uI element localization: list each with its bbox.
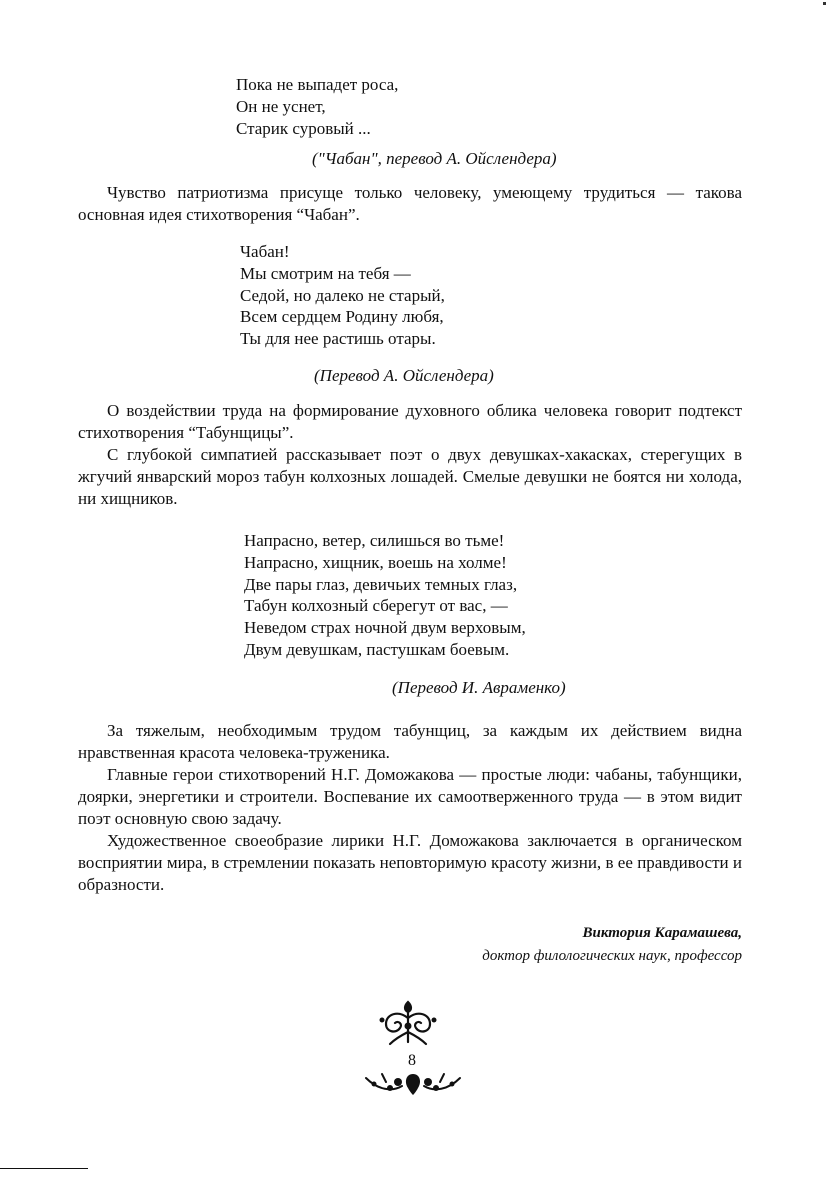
verse-line: Табун колхозный сберегут от вас, —	[244, 596, 508, 616]
paragraph: Художественное своеобразие лирики Н.Г. Доможакова заключается в органическом восприятии мира, в стремлении показать неповторимую красоту жизни, в ее правдивости и образности.	[78, 831, 742, 894]
verse-block-2	[240, 241, 445, 350]
paragraph: За тяжелым, необходимым трудом табунщиц, за каждым их действием видна нравственная красота человека-труженика.	[78, 721, 742, 762]
verse-line: Седой, но далеко не старый,	[240, 285, 445, 305]
verse-line: Ты для нее растишь отары.	[240, 329, 436, 349]
verse-line: Напрасно, ветер, силишься во тьме!	[244, 531, 505, 550]
paragraph: Главные герои стихотворений Н.Г. Доможакова — простые люди: чабаны, табунщики, доярки, энергетики и строители. Воспевание их самоотверженного труда — в этом видит поэт основную свою задачу.	[78, 765, 742, 828]
verse-line: Двум девушкам, пастушкам боевым.	[244, 639, 510, 659]
paragraph-block-3	[78, 720, 742, 896]
verse-block-1	[236, 74, 398, 139]
author-title: доктор филологических наук, профессор	[482, 948, 742, 964]
corner-mark	[823, 2, 826, 5]
paragraph: С глубокой симпатией рассказывает поэт о двух девушках-хакасках, стерегущих в жгучий январский мороз табун колхозных лошадей. Смелые девушки не боятся ни холода, ни хищников.	[78, 445, 742, 508]
verse-line: Чабан!	[240, 242, 290, 261]
author-name: Виктория Карамашева,	[582, 925, 742, 941]
paragraph: О воздействии труда на формирование духовного облика человека говорит подтекст стихотворения “Табунщицы”.	[78, 401, 742, 442]
page-number: 8	[408, 1052, 416, 1069]
verse-block-3	[244, 530, 526, 661]
verse-line: Всем сердцем Родину любя,	[240, 307, 444, 327]
verse-line: Две пары глаз, девичьих темных глаз,	[244, 574, 518, 594]
floral-ornament-icon	[376, 998, 440, 1048]
footnote-rule	[0, 1168, 88, 1169]
verse-line: Пока не выпадет роса,	[236, 75, 399, 94]
verse-attribution-3: (Перевод И. Авраменко)	[392, 678, 566, 697]
floral-garland-icon	[362, 1068, 464, 1098]
verse-attribution-1: ("Чабан", перевод А. Ойслендера)	[312, 149, 557, 168]
verse-attribution-2: (Перевод А. Ойслендера)	[314, 366, 494, 385]
paragraph: Чувство патриотизма присуще только человеку, умеющему трудиться — такова основная идея стихотворения “Чабан”.	[78, 183, 742, 224]
verse-line: Напрасно, хищник, воешь на холме!	[244, 552, 507, 572]
paragraph-block-1	[78, 182, 742, 226]
verse-line: Мы смотрим на тебя —	[240, 263, 411, 283]
verse-line: Он не уснет,	[236, 96, 326, 116]
verse-line: Старик суровый ...	[236, 118, 371, 138]
paragraph-block-2	[78, 400, 742, 510]
verse-line: Неведом страх ночной двум верховым,	[244, 618, 526, 638]
